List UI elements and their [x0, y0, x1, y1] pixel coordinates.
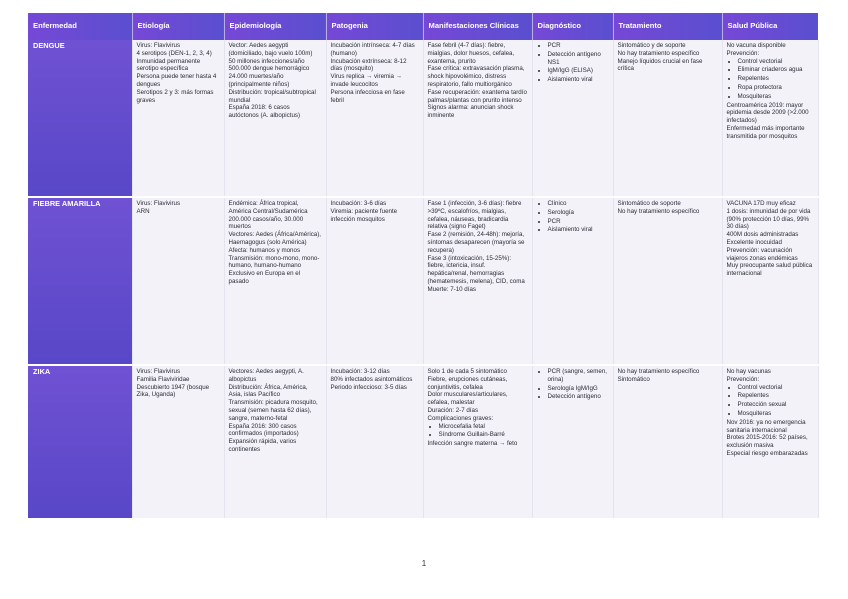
text-line: Muy preocupante salud pública internacional [726, 262, 813, 278]
header-etiologia: Etiología [132, 13, 224, 40]
text-line: ARN [136, 207, 150, 215]
list-item: • Serología IgM/IgG [548, 385, 609, 393]
table-row-fiebre-amarilla [28, 197, 818, 365]
disease-name: DENGUE [28, 40, 132, 197]
text-line: 400M dosis administradas [726, 231, 799, 239]
text-line: Vectores: Aedes aegypti, A. albopictus [228, 368, 304, 383]
text-line: Manejo líquidos crucial en fase crítica [617, 57, 703, 73]
text-line: Virus: Flavivirus [136, 42, 181, 49]
text-line: Vectores: Aedes (África/América), Haemagogus (solo América) [228, 231, 322, 246]
text-line: Signos alarma: anuncian shock inminente [427, 104, 514, 120]
text-line: Complicaciones graves: [427, 414, 494, 422]
table-row-dengue [28, 40, 818, 197]
header-row [28, 13, 818, 40]
cell-diagnostico [532, 365, 613, 519]
text-line: 1 dosis: inmunidad de por vida (90% protección 10 días, 99% 30 días) [726, 207, 811, 231]
disease-comparison-table [28, 13, 819, 520]
page-number: 1 [421, 559, 427, 568]
text-line: Incubación intrínseca: 4-7 días (humano) [330, 42, 415, 57]
text-line: Inmunidad permanente serotipo específica [136, 57, 201, 73]
list-item: • Repelentes [738, 75, 814, 83]
text-line: No hay tratamiento específico [617, 207, 700, 215]
text-line: España 2018: 6 casos autóctonos (A. albopictus) [228, 104, 301, 120]
text-line: Centroamérica 2019: mayor epidemia desde 2009 (>2.000 infectados) [726, 101, 809, 125]
text-line: No hay vacunas [726, 368, 771, 375]
list-item: • Detección antígeno NS1 [548, 51, 609, 67]
header-enfermedad: Enfermedad [28, 13, 132, 40]
disease-name: ZIKA [28, 365, 132, 519]
cell-etiologia [132, 197, 224, 365]
cell-manifestaciones [423, 197, 532, 365]
text-line: Prevención: [726, 49, 760, 57]
text-line: Periodo infeccioso: 3-5 días [330, 383, 407, 391]
list-item: • Clínico [548, 200, 609, 208]
text-line: Virus replica → viremia → invade leucocitos [330, 73, 402, 88]
list-item: • PCR (sangre, semen, orina) [548, 368, 609, 384]
header-salud-publica: Salud Pública [722, 13, 818, 40]
text-line: Distribución: tropical/subtropical mundial [228, 88, 316, 104]
text-line: Fase 1 (infección, 3-6 días): fiebre >39ºC, escalofríos, mialgias, cefalea, náuseas, bradicardia relativa (signo Faget) [427, 200, 522, 231]
text-line: VACUNA 17D muy eficaz [726, 200, 796, 207]
list-item: • IgM/IgG (ELISA) [548, 67, 609, 75]
text-line: Nov 2016: ya no emergencia sanitaria internacional [726, 418, 806, 434]
bullet-list [537, 368, 609, 401]
table-row-zika [28, 365, 818, 519]
header-manifestaciones: Manifestaciones Clínicas [423, 13, 532, 40]
header-tratamiento: Tratamiento [613, 13, 722, 40]
text-line: No hay tratamiento específico [617, 49, 700, 57]
page [28, 13, 818, 520]
cell-etiologia [132, 40, 224, 197]
text-line: Afecta: humanos y monos [228, 246, 301, 254]
text-line: Incubación: 3-6 días [330, 200, 387, 207]
text-line: Virus: Flavivirus [136, 200, 181, 207]
list-item: • Aislamiento viral [548, 76, 609, 84]
list-item: • Control vectorial [738, 384, 814, 392]
text-line: Fase crítica: extravasación plasma, shock hipovolémico, distress respiratorio, fallo multiorgánico [427, 65, 525, 88]
text-line: 4 serotipos (DEN-1, 2, 3, 4) [136, 49, 212, 57]
cell-patogenia [326, 40, 423, 197]
cell-tratamiento [613, 197, 722, 365]
text-line: No hay tratamiento específico [617, 368, 700, 375]
cell-epidemiologia [224, 365, 326, 519]
disease-name: FIEBRE AMARILLA [28, 197, 132, 365]
list-item: • PCR [548, 218, 609, 226]
text-line: 50 millones infecciones/año [228, 57, 305, 65]
text-line: 24.000 muertes/año (principalmente niños) [228, 73, 290, 88]
text-line: Muerte: 7-10 días [427, 285, 476, 293]
list-item: • Mosquiteras [738, 410, 814, 418]
bullet-list [727, 384, 814, 418]
text-line: Incubación extrínseca: 8-12 días (mosquito) [330, 57, 407, 73]
text-line: 80% infectados asintomáticos [330, 375, 413, 383]
text-line: Incubación: 3-12 días [330, 368, 390, 375]
text-line: Fase 2 (remisión, 24-48h): mejoría, síntomas desaparecen (mayoría se recupera) [427, 231, 525, 254]
cell-manifestaciones [423, 40, 532, 197]
text-line: Transmisión: picadura mosquito, sexual (semen hasta 62 días), sangre, materno-fetal [228, 399, 318, 422]
text-line: Dolor musculares/articulares, cefalea, malestar [427, 391, 508, 407]
text-line: Enfermedad más importante transmitida por mosquitos [726, 124, 805, 140]
text-line: 200.000 casos/año, 30.000 muertos [228, 215, 304, 231]
text-line: Exclusivo en Europa en el pasado [228, 270, 301, 285]
text-line: Serotipos 2 y 3: más formas graves [136, 88, 214, 104]
text-line: 500.000 dengue hemorrágico [228, 65, 310, 73]
text-line: No vacuna disponible [726, 42, 786, 49]
cell-diagnostico [532, 40, 613, 197]
cell-diagnostico [532, 197, 613, 365]
text-line: Prevención: vacunación viajeros zonas endémicas [726, 246, 798, 262]
text-line: Prevención: [726, 375, 760, 383]
list-item: • Microcefalia fetal [439, 423, 528, 431]
text-line: Transmisión: mono-mono, mono-humano, humano-humano [228, 254, 320, 270]
text-line: Endémica: África tropical, América Central/Sudamérica [228, 200, 308, 215]
bullet-list [428, 423, 528, 440]
cell-tratamiento [613, 365, 722, 519]
list-item: • Control vectorial [738, 58, 814, 66]
text-line: Especial riesgo embarazadas [726, 449, 808, 457]
text-line: Expansión rápida, varios continentes [228, 438, 297, 453]
list-item: • Eliminar criaderos agua [738, 66, 814, 74]
list-item: • Detección antígeno [548, 393, 609, 401]
text-line: Sintomático de soporte [617, 200, 681, 207]
list-item: • Repelentes [738, 392, 814, 400]
text-line: Infección sangre materna → feto [427, 440, 518, 448]
cell-salud-publica [722, 40, 818, 197]
text-line: Fase 3 (intoxicación, 15-25%): fiebre, ictericia, insuf. hepática/renal, hemorragias (hematemesis, melena), CID, coma [427, 254, 525, 285]
cell-epidemiologia [224, 197, 326, 365]
text-line: Brotes 2015-2016: 52 países, exclusión masiva [726, 434, 808, 450]
cell-patogenia [326, 197, 423, 365]
cell-salud-publica [722, 365, 818, 519]
text-line: Sintomático [617, 375, 650, 383]
text-line: Excelente inocuidad [726, 238, 782, 246]
text-line: Fase febril (4-7 días): fiebre, mialgias, dolor huesos, cefalea, exantema, prurito [427, 42, 515, 65]
text-line: Persona infecciosa en fase febril [330, 88, 405, 104]
bullet-list [537, 200, 609, 234]
text-line: Familia Flaviviridae [136, 375, 190, 383]
text-line: Fiebre, erupciones cutáneas, conjuntivitis, cefalea [427, 375, 508, 391]
bullet-list [727, 58, 814, 101]
text-line: Vector: Aedes aegypti (domiciliado, bajo vuelo 100m) [228, 42, 313, 57]
cell-patogenia [326, 365, 423, 519]
text-line: Distribución: África, América, Asia, islas Pacífico [228, 383, 308, 399]
cell-etiologia [132, 365, 224, 519]
text-line: Viremia: paciente fuente infección mosquitos [330, 207, 398, 223]
text-line: Duración: 2-7 días [427, 406, 479, 414]
list-item: • PCR [548, 42, 609, 50]
header-epidemiologia: Epidemiología [224, 13, 326, 40]
text-line: Sintomático y de soporte [617, 42, 686, 49]
text-line: Virus: Flavivirus [136, 368, 181, 375]
list-item: • Síndrome Guillain-Barré [439, 431, 528, 439]
cell-epidemiologia [224, 40, 326, 197]
list-item: • Protección sexual [738, 401, 814, 409]
bullet-list [537, 42, 609, 84]
list-item: • Serología [548, 209, 609, 217]
header-diagnostico: Diagnóstico [532, 13, 613, 40]
text-line: Fase recuperación: exantema tardío palmas/plantas con prurito intenso [427, 88, 527, 104]
list-item: • Aislamiento viral [548, 226, 609, 234]
text-line: Solo 1 de cada 5 sintomático [427, 368, 507, 375]
cell-salud-publica [722, 197, 818, 365]
cell-manifestaciones [423, 365, 532, 519]
text-line: España 2016: 300 casos confirmados (importados) [228, 422, 299, 438]
text-line: Persona puede tener hasta 4 dengues [136, 73, 217, 88]
cell-tratamiento [613, 40, 722, 197]
list-item: • Mosquiteras [738, 93, 814, 101]
header-patogenia: Patogenia [326, 13, 423, 40]
list-item: • Ropa protectora [738, 84, 814, 92]
text-line: Descubierto 1947 (bosque Zika, Uganda) [136, 383, 210, 399]
